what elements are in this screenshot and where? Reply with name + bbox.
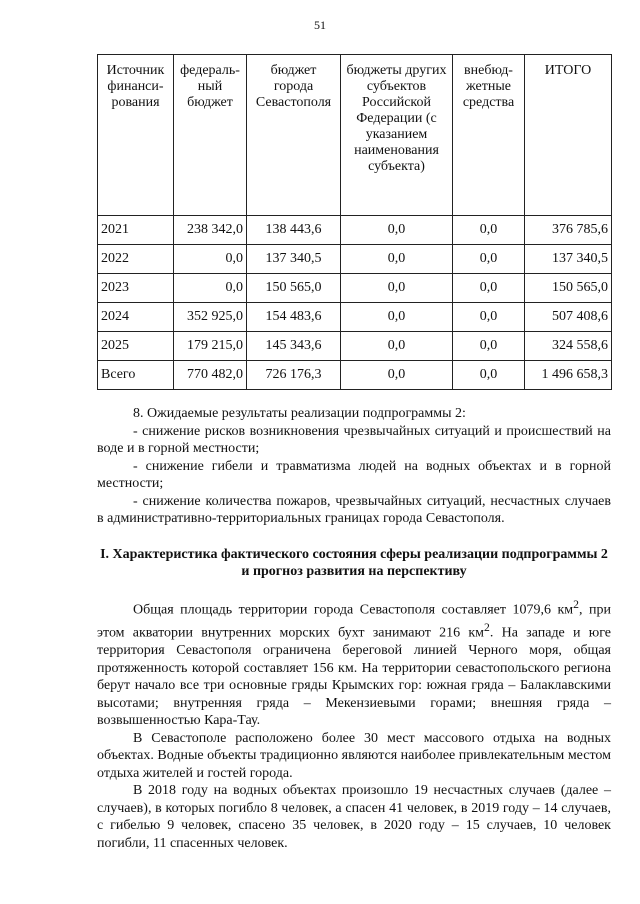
table-cell: 0,0 (453, 332, 525, 361)
table-cell: 0,0 (341, 332, 453, 361)
table-cell: 137 340,5 (247, 245, 341, 274)
header-total: ИТОГО (525, 55, 612, 216)
table-cell: 376 785,6 (525, 216, 612, 245)
table-cell: 179 215,0 (174, 332, 247, 361)
table-row (98, 245, 612, 274)
table-cell: Всего (98, 361, 174, 390)
table-cell: 154 483,6 (247, 303, 341, 332)
results-item: - снижение гибели и травматизма людей на водных объектах и в горной местности; (97, 458, 611, 491)
table-row (98, 332, 612, 361)
table-cell: 138 443,6 (247, 216, 341, 245)
table-cell: 324 558,6 (525, 332, 612, 361)
table-cell: 145 343,6 (247, 332, 341, 361)
table-cell: 137 340,5 (525, 245, 612, 274)
table-cell: 1 496 658,3 (525, 361, 612, 390)
results-item: - снижение количества пожаров, чрезвычайных ситуаций, несчастных случаев в административно-территориальных границах города Севастополя. (97, 493, 611, 526)
paragraph-area (97, 596, 611, 730)
paragraph-area-part2: , при этом акватории внутренних морских бухт занимают 216 км (97, 602, 611, 641)
table-cell: 0,0 (453, 216, 525, 245)
financing-table (97, 54, 612, 390)
paragraph-area-part3: . На западе и юге территория Севастополя ограничена береговой линией Черного моря, общая протяженность которой составляет 156 км. На территории севастопольского региона берут начало все три основные гряды Крымских гор: южная гряда – Балаклавскими высотами; внутренняя гряда – Мекензиевыми горами; внешняя гряда – возвышенностью Кара-Тау. (97, 625, 611, 729)
paragraph-water-places: В Севастополе расположено более 30 мест массового отдыха на водных объектах. Водные объекты традиционно являются наиболее привлекательным местом отдыха жителей и гостей города. (97, 730, 611, 781)
table-cell: 0,0 (453, 303, 525, 332)
table-cell: 0,0 (453, 274, 525, 303)
expected-results (97, 405, 611, 528)
superscript: 2 (484, 621, 490, 635)
table-header-row (98, 55, 612, 216)
table-cell: 2021 (98, 216, 174, 245)
header-source: Источник финанси-рования (98, 55, 174, 216)
header-extra-budget: внебюд-жетные средства (453, 55, 525, 216)
body-text (97, 596, 611, 852)
table-cell: 2022 (98, 245, 174, 274)
table-cell: 2023 (98, 274, 174, 303)
table-row (98, 216, 612, 245)
table-cell: 0,0 (174, 245, 247, 274)
table-row (98, 303, 612, 332)
results-item: - снижение рисков возникновения чрезвычайных ситуаций и происшествий на воде и в горной местности; (97, 423, 611, 456)
table-cell: 0,0 (341, 245, 453, 274)
table-cell: 770 482,0 (174, 361, 247, 390)
table-cell: 0,0 (453, 361, 525, 390)
paragraph-area-part1: Общая площадь территории города Севастополя составляет 1079,6 км (133, 602, 574, 618)
table-cell: 0,0 (453, 245, 525, 274)
table-row-total (98, 361, 612, 390)
table-cell: 238 342,0 (174, 216, 247, 245)
table-cell: 0,0 (174, 274, 247, 303)
table-cell: 150 565,0 (525, 274, 612, 303)
table-cell: 2024 (98, 303, 174, 332)
header-federal: федераль-ный бюджет (174, 55, 247, 216)
header-city-budget: бюджет города Севастополя (247, 55, 341, 216)
table-cell: 352 925,0 (174, 303, 247, 332)
table-cell: 0,0 (341, 274, 453, 303)
table-row (98, 274, 612, 303)
results-heading: 8. Ожидаемые результаты реализации подпрограммы 2: (133, 406, 466, 421)
paragraph-accidents: В 2018 году на водных объектах произошло 19 несчастных случаев (далее – случаев), в которых погибло 8 человек, а спасен 41 человек, в 2019 году – 14 случаев, с гибелью 9 человек, спасено 35 человек, в 2020 году – 15 случаев, 10 человек погибли, 11 спасенных человек. (97, 783, 611, 851)
superscript: 2 (573, 598, 579, 611)
table-cell: 2025 (98, 332, 174, 361)
table-cell: 150 565,0 (247, 274, 341, 303)
table-cell: 0,0 (341, 361, 453, 390)
header-other-subjects: бюджеты других субъектов Российской Федерации (с указанием наименования субъекта) (341, 55, 453, 216)
table-cell: 0,0 (341, 216, 453, 245)
table-cell: 507 408,6 (525, 303, 612, 332)
page-number: 51 (314, 18, 326, 32)
table-cell: 0,0 (341, 303, 453, 332)
table-cell: 726 176,3 (247, 361, 341, 390)
section-title: I. Характеристика фактического состояния сферы реализации подпрограммы 2 и прогноз развития на перспективу (100, 547, 608, 579)
